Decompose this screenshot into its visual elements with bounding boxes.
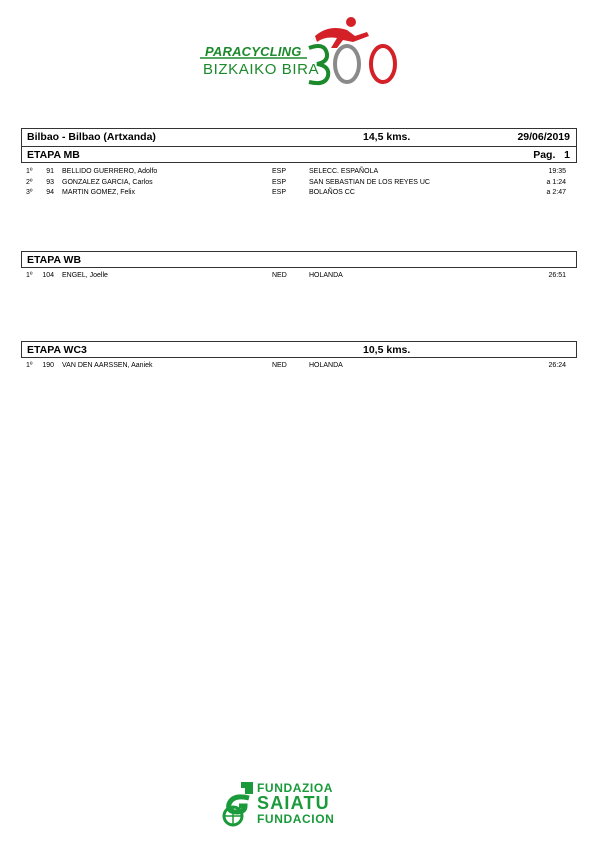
result-rider-name: BELLIDO GUERRERO, Adolfo	[62, 168, 158, 175]
category-row-mb	[22, 149, 576, 163]
category-title-wb: ETAPA WB	[27, 254, 82, 266]
result-team: HOLANDA	[309, 362, 343, 369]
route-name: Bilbao - Bilbao (Artxanda)	[27, 131, 156, 143]
page-number: 1	[564, 149, 570, 161]
result-row	[21, 189, 577, 200]
result-rider-name: ENGEL, Joelle	[62, 272, 108, 279]
result-nationality: NED	[272, 362, 287, 369]
result-time: 26:24	[548, 362, 566, 369]
result-time: 19:35	[548, 168, 566, 175]
page-indicator	[533, 149, 570, 161]
result-bib: 91	[46, 168, 54, 175]
result-rider-name: MARTIN GOMEZ, Felix	[62, 189, 135, 196]
result-nationality: ESP	[272, 178, 287, 186]
result-team: SAN SEBASTIAN DE LOS REYES UC	[309, 178, 430, 186]
category-title-mb: ETAPA MB	[27, 149, 80, 161]
stage-distance-wc3: 10,5 kms.	[363, 344, 411, 356]
footer-title-fundazioa: FUNDAZIOA	[257, 781, 334, 795]
result-bib: 94	[46, 189, 54, 196]
result-rider-name: GONZALEZ GARCIA, Carlos	[62, 178, 153, 186]
results-list-wb	[21, 272, 577, 283]
result-position: 1º	[26, 272, 33, 279]
results-list-mb	[21, 168, 577, 200]
result-nationality: ESP	[272, 189, 287, 196]
result-team: HOLANDA	[309, 272, 343, 279]
result-team: BOLAÑOS CC	[309, 189, 355, 196]
logo-title-paracycling: PARACYCLING	[205, 44, 302, 59]
result-row	[21, 362, 577, 373]
logo-title-bizkaiko-bira: BIZKAIKO BIRA	[203, 61, 320, 78]
category-header-wc3	[21, 341, 577, 358]
race-date: 29/06/2019	[517, 131, 570, 143]
result-time: a 1:24	[546, 178, 566, 186]
paracycling-logo	[197, 14, 412, 86]
result-row	[21, 272, 577, 283]
result-row	[21, 168, 577, 179]
result-position: 3º	[26, 189, 33, 196]
saiatu-logo-icon	[219, 778, 259, 828]
result-row	[21, 179, 577, 190]
result-position: 1º	[26, 362, 33, 369]
result-bib: 93	[46, 178, 54, 186]
results-list-wc3	[21, 362, 577, 373]
result-team: SELECC. ESPAÑOLA	[309, 168, 379, 175]
category-header-wb	[21, 251, 577, 268]
footer-title-saiatu: SAIATU	[257, 793, 330, 813]
race-info-row	[22, 131, 576, 145]
footer-title-fundacion: FUNDACION	[257, 812, 335, 826]
result-time: 26:51	[548, 272, 566, 279]
result-nationality: ESP	[272, 168, 287, 175]
result-position: 2º	[26, 178, 33, 186]
result-nationality: NED	[272, 272, 287, 279]
category-title-wc3: ETAPA WC3	[27, 344, 87, 356]
fundacion-saiatu-logo	[219, 776, 377, 828]
result-bib: 104	[42, 272, 54, 279]
race-header-box	[21, 128, 577, 163]
result-time: a 2:47	[546, 189, 566, 196]
result-bib: 190	[42, 362, 54, 369]
result-position: 1º	[26, 168, 33, 175]
stage-distance: 14,5 kms.	[363, 131, 411, 143]
result-rider-name: VAN DEN AARSSEN, Aaniek	[62, 362, 153, 369]
page-label: Pag.	[533, 149, 556, 161]
header-divider	[22, 146, 576, 147]
